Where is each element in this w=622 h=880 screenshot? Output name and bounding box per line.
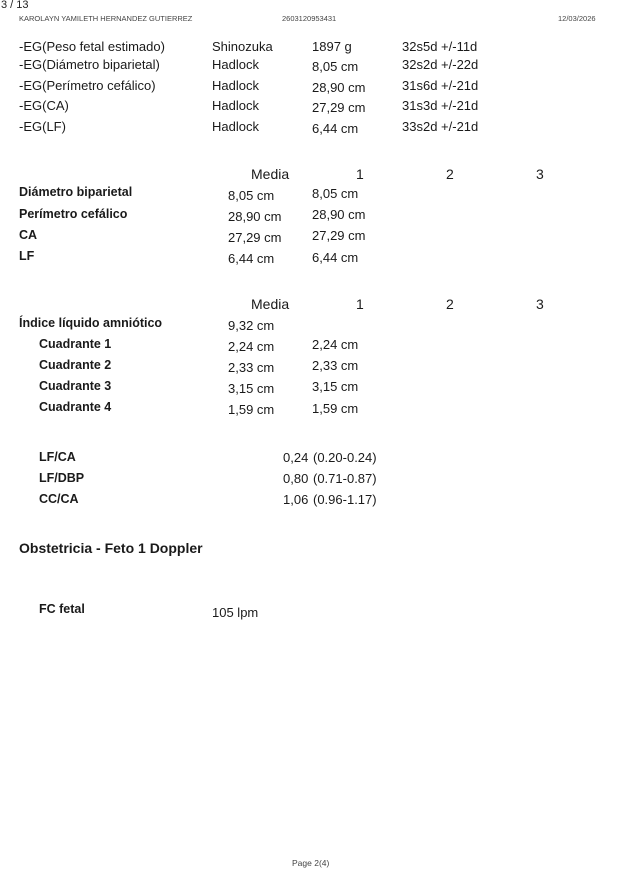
quadrant-m1: 3,15 cm <box>312 379 359 394</box>
eg-value: 6,44 cm <box>312 121 359 136</box>
patient-name: KAROLAYN YAMILETH HERNANDEZ GUTIERREZ <box>19 14 193 23</box>
ratio-label: CC/CA <box>39 492 79 506</box>
column-header-3: 3 <box>536 166 544 182</box>
eg-result: 31s3d +/-21d <box>402 98 479 113</box>
biometry-media: 28,90 cm <box>228 209 282 224</box>
quadrant-media: 2,24 cm <box>228 339 275 354</box>
ratio-range: (0.20-0.24) <box>313 450 377 465</box>
amniotic-index-media: 9,32 cm <box>228 318 275 333</box>
eg-value: 1897 g <box>312 39 352 54</box>
quadrant-label: Cuadrante 2 <box>39 358 112 372</box>
quadrant-media: 2,33 cm <box>228 360 275 375</box>
eg-label: -EG(LF) <box>19 119 66 134</box>
eg-method: Hadlock <box>212 57 259 72</box>
eg-value: 27,29 cm <box>312 100 366 115</box>
eg-result: 32s2d +/-22d <box>402 57 479 72</box>
column-header-media: Media <box>251 166 290 182</box>
quadrant-label: Cuadrante 4 <box>39 400 112 414</box>
biometry-label: CA <box>19 228 38 242</box>
column-header-1: 1 <box>356 296 364 312</box>
page-counter: 3 / 13 <box>1 0 29 11</box>
column-header-2: 2 <box>446 296 454 312</box>
eg-value: 28,90 cm <box>312 80 366 95</box>
quadrant-media: 3,15 cm <box>228 381 275 396</box>
biometry-media: 6,44 cm <box>228 251 275 266</box>
doppler-section-title: Obstetricia - Feto 1 Doppler <box>19 540 203 556</box>
biometry-m1: 28,90 cm <box>312 207 366 222</box>
fc-fetal-label: FC fetal <box>39 602 85 616</box>
biometry-media: 8,05 cm <box>228 188 275 203</box>
column-header-media: Media <box>251 296 290 312</box>
eg-value: 8,05 cm <box>312 59 359 74</box>
eg-label: -EG(Diámetro biparietal) <box>19 57 160 72</box>
ratio-label: LF/DBP <box>39 471 85 485</box>
page-footer: Page 2(4) <box>292 858 330 868</box>
eg-method: Hadlock <box>212 119 259 134</box>
patient-id: 2603120953431 <box>282 14 337 23</box>
quadrant-label: Cuadrante 3 <box>39 379 112 393</box>
column-header-1: 1 <box>356 166 364 182</box>
ratio-range: (0.71-0.87) <box>313 471 377 486</box>
ratio-label: LF/CA <box>39 450 76 464</box>
report-date: 12/03/2026 <box>558 14 596 23</box>
eg-result: 32s5d +/-11d <box>402 39 478 54</box>
biometry-label: Diámetro biparietal <box>19 185 133 199</box>
biometry-label: LF <box>19 249 35 263</box>
fc-fetal-value: 105 lpm <box>212 605 259 620</box>
ratio-value: 0,24 <box>283 450 309 465</box>
biometry-m1: 6,44 cm <box>312 250 359 265</box>
quadrant-m1: 2,24 cm <box>312 337 359 352</box>
biometry-media: 27,29 cm <box>228 230 282 245</box>
biometry-m1: 8,05 cm <box>312 186 359 201</box>
eg-label: -EG(Peso fetal estimado) <box>19 39 165 54</box>
quadrant-label: Cuadrante 1 <box>39 337 112 351</box>
eg-result: 33s2d +/-21d <box>402 119 479 134</box>
biometry-m1: 27,29 cm <box>312 228 366 243</box>
eg-label: -EG(Perímetro cefálico) <box>19 78 156 93</box>
eg-method: Hadlock <box>212 98 259 113</box>
quadrant-media: 1,59 cm <box>228 402 275 417</box>
eg-label: -EG(CA) <box>19 98 69 113</box>
quadrant-m1: 2,33 cm <box>312 358 359 373</box>
eg-result: 31s6d +/-21d <box>402 78 479 93</box>
biometry-label: Perímetro cefálico <box>19 207 128 221</box>
eg-method: Shinozuka <box>212 39 273 54</box>
amniotic-index-label: Índice líquido amniótico <box>19 316 163 330</box>
quadrant-m1: 1,59 cm <box>312 401 359 416</box>
eg-method: Hadlock <box>212 78 259 93</box>
column-header-3: 3 <box>536 296 544 312</box>
ratio-value: 0,80 <box>283 471 309 486</box>
column-header-2: 2 <box>446 166 454 182</box>
ratio-range: (0.96-1.17) <box>313 492 377 507</box>
ratio-value: 1,06 <box>283 492 309 507</box>
